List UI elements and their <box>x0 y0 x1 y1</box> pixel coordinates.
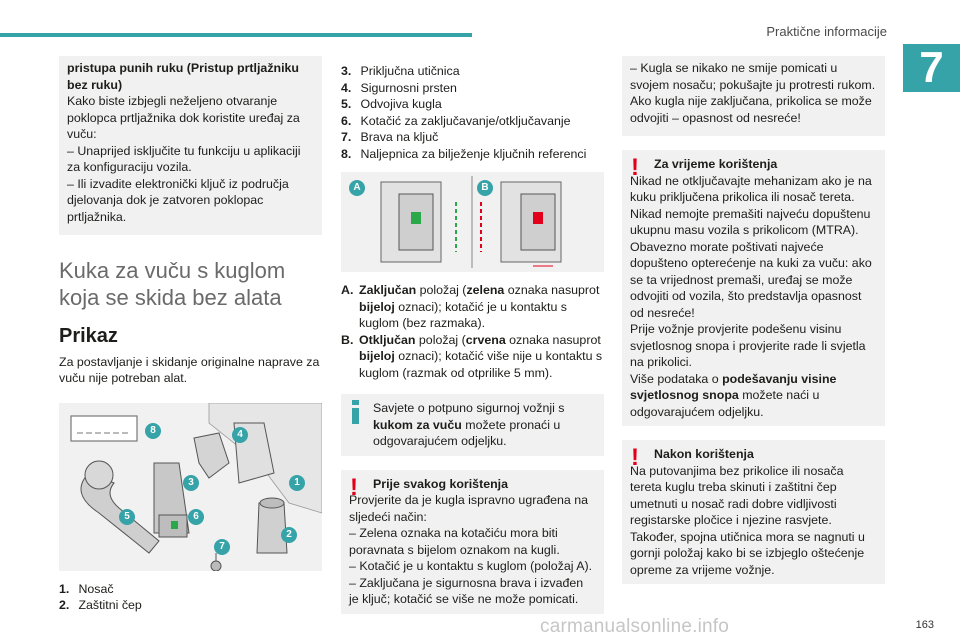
watermark: carmanualsonline.info <box>540 616 730 637</box>
box-line: – Kugla se nikako ne smije pomicati u svojem nosaču; pokušajte ju protresti rukom. <box>630 61 876 92</box>
box-line: Ako kugla nije zaključana, prikolica se može odvojiti – opasnost od nesreće! <box>630 94 872 125</box>
note-line: Kako biste izbjegli neželjeno otvaranje poklopca prtljažnika dok koristite uređaj za vuču: <box>67 94 300 141</box>
warning-icon: ! <box>631 154 639 181</box>
warning-line: – Zelena oznaka na kotačiću mora biti poravnata s bijelom oznakom na kugli. <box>349 526 560 557</box>
lock-position-drawing <box>341 172 604 272</box>
page-number: 163 <box>915 619 934 631</box>
callout-7: 7 <box>214 539 230 555</box>
warning-icon: ! <box>631 444 639 471</box>
note-line: – Unaprijed isključite tu funkciju u aplikaciji za konfiguraciju vozila. <box>67 143 301 174</box>
note-line: – Ili izvadite elektronički ključ iz područja djelovanja dok je zatvoren poklopac prtljažnika. <box>67 176 289 224</box>
list-item: 8. Naljepnica za bilježenje ključnih referenci <box>341 146 587 161</box>
info-box: Savjete o potpuno sigurnoj vožnji s kukom za vuču možete pronaći u odgovarajućem odjeljku. <box>341 394 604 456</box>
column-1 <box>59 56 322 614</box>
callout-1: 1 <box>289 475 305 491</box>
parts-list <box>341 63 604 162</box>
warning-title: Prije svakog korištenja <box>373 476 508 491</box>
warning-title: Nakon korištenja <box>654 447 754 461</box>
figure-label-a: A <box>349 180 365 196</box>
list-item: 5. Odvojiva kugla <box>341 97 442 111</box>
warning-text: Prije vožnje provjerite podešenu visinu svjetlosnog snopa i provjerite rade li svjetla na prikolici. <box>630 322 866 369</box>
warning-box-before-use <box>341 470 604 614</box>
warning-text: Nikad ne otključavajte mehanizam ako je na kuku priključena prikolica ili nosač tereta. Nikad nemojte premašiti najveću dopuštenu ukupnu masu vozila s prikolicom (MTRA). Obavezno morate poštivati najveće dopušteno opterećenje na kuki za vuču: ako se ta vrijednost premaši, uređaj se može odvojiti od vozila, što predstavlja opasnost od nesreće! <box>630 173 872 320</box>
callout-4: 4 <box>232 427 248 443</box>
continuation-box <box>622 56 885 136</box>
list-item: 1. Nosač <box>59 581 114 596</box>
callout-5: 5 <box>119 509 135 525</box>
info-icon <box>352 400 359 424</box>
warning-text: Više podataka o podešavanju visine svjetlosnog snopa možete naći u odgovarajućem odjeljku. <box>630 371 837 419</box>
legend-b: B. Otključan položaj (crvena oznaka nasuprot bijeloj oznaci); kotačić više nije u kontaktu s kuglom (razmak od otprilike 5 mm). <box>341 332 603 380</box>
list-item: 2. Zaštitni čep <box>59 598 142 612</box>
subheading: Prikaz <box>59 325 118 347</box>
callout-3: 3 <box>183 475 199 491</box>
warning-box-after-use <box>622 440 885 584</box>
warning-text: Na putovanjima bez prikolice ili nosača tereta kuglu treba skinuti i zaštitni čep umetnuti u nosač radi dobre vidljivosti registarske pločice i njezine rasvjete. Također, spojna utičnica mora se nagnuti u gornji položaj kako bi se izbjeglo oštećenje opreme za vrijeme vožnje. <box>630 463 865 577</box>
column-2 <box>341 63 604 614</box>
lock-position-illustration <box>341 172 604 272</box>
list-item: 7. Brava na ključ <box>341 130 439 144</box>
callout-8: 8 <box>145 423 161 439</box>
header-accent-bar <box>0 33 472 37</box>
list-item: 6. Kotačić za zaključavanje/otključavanje <box>341 113 571 128</box>
list-item: 3. Priključna utičnica <box>341 64 460 78</box>
warning-line: – Zaključana je sigurnosna brava i izvađen je ključ; kotačić se više ne može pomicati. <box>349 575 584 606</box>
warning-title: Za vrijeme korištenja <box>654 157 778 171</box>
handsfree-note-box <box>59 56 322 235</box>
callout-6: 6 <box>188 509 204 525</box>
list-item: 4. Sigurnosni prsten <box>341 80 457 95</box>
note-title: pristupa punih ruku (Pristup prtljažniku bez ruku) <box>67 61 299 92</box>
section-title: Praktične informacije <box>766 24 887 39</box>
warning-box-during-use <box>622 150 885 426</box>
callout-2: 2 <box>281 527 297 543</box>
intro-text: Za postavljanje i skidanje originalne naprave za vuču nije potreban alat. <box>59 354 320 385</box>
figure-label-b: B <box>477 180 493 196</box>
warning-icon: ! <box>350 473 358 501</box>
column-3 <box>622 56 885 584</box>
legend <box>341 282 604 381</box>
page-heading: Kuka za vuču s kuglom koja se skida bez alata <box>59 258 286 310</box>
chapter-badge: 7 <box>903 44 960 92</box>
warning-line: – Kotačić je u kontaktu s kuglom (položaj A). <box>349 559 593 573</box>
parts-list <box>59 581 322 614</box>
legend-a: A. Zaključan položaj (zelena oznaka nasuprot bijeloj oznaci); kotačić je u kontaktu s kuglom (bez razmaka). <box>341 283 600 330</box>
towbar-illustration <box>59 403 322 571</box>
warning-line: Provjerite da je kugla ispravno ugrađena na sljedeći način: <box>349 493 589 524</box>
